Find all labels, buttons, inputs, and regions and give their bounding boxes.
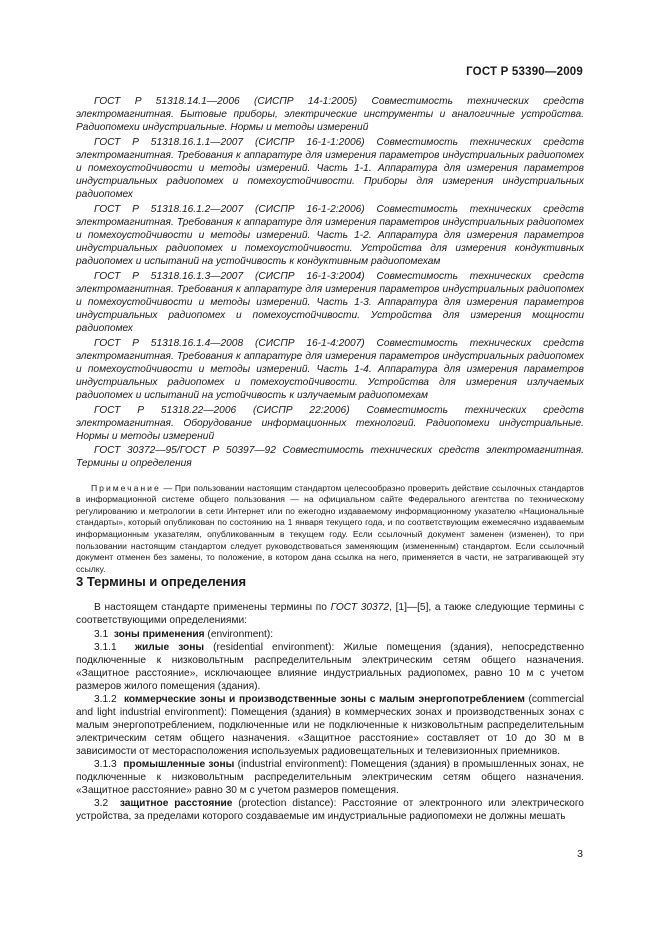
term-3-1-1: 3.1.1 жилые зоны (residential environment): Жилые помещения (здания), непосредственно подключенные к низковольтным распределительным электрическим сетям общего назначения. «Защитное расстояние», исключающее влияние индустриальных радиопомех, равно 10 м с учетом размеров жилого помещения (здания). <box>76 642 584 692</box>
term-3-2: 3.2 защитное расстояние (protection distance): Расстояние от электронного или электрического устройства, за пределами которого создаваемые им индустриальные радиопомехи не должны мешать <box>76 798 584 822</box>
reference-item: ГОСТ Р 51318.16.1.2—2007 (СИСПР 16-1-2:2006) Совместимость технических средств электромагнитная. Требования к аппаратуре для измерения параметров индустриальных радиопомех и помехоустойчивости и методы измерений. Часть 1-2. Аппаратура для измерения параметров индустриальных радиопомех и помехоустойчивости. Устройства для измерения кондуктивных радиопомех и испытаний на устойчивость к кондуктивным радиопомехам <box>76 203 584 268</box>
reference-item: ГОСТ Р 51318.16.1.1—2007 (СИСПР 16-1-1:2006) Совместимость технических средств электромагнитная. Требования к аппаратуре для измерения параметров индустриальных радиопомех и помехоустойчивости и методы измерений. Часть 1-1. Аппаратура для измерения параметров индустриальных радиопомех и помехоустойчивости. Приборы для измерения индустриальных радиопомех <box>76 136 584 201</box>
intro-paragraph: В настоящем стандарте применены термины по ГОСТ 30372, [1]—[5], а также следующие термины с соответствующими определениями: <box>76 602 585 626</box>
note-text: — При пользовании настоящим стандартом целесообразно проверить действие ссылочных стандартов в информационной системе общего пользования — на официальном сайте Федерального агентства по техническому регулированию и метрологии в сети Интернет или по ежегодно издаваемому информационному указателю «Национальные стандарты», который опубликован по состоянию на 1 января текущего года, и по соответствующим ежемесячно издаваемым информационным указателям, опубликованным в текущем году. Если ссылочный документ заменен (изменен), то при пользовании настоящим стандартом следует руководствоваться заменяющим (измененным) стандартом. Если ссылочный документ отменен без замены, то положение, в котором дана ссылка на него, применяется в части, не затрагивающей эту ссылку. <box>76 482 584 574</box>
gost-reference: ГОСТ 30372 <box>330 602 390 613</box>
reference-item: ГОСТ Р 51318.16.1.4—2008 (СИСПР 16-1-4:2007) Совместимость технических средств электромагнитная. Требования к аппаратуре для измерения параметров индустриальных радиопомех и помехоустойчивости и методы измерений. Часть 1-4. Аппаратура для измерения параметров индустриальных радиопомех и помехоустойчивости. Устройства для измерения излучаемых радиопомех и испытаний на устойчивость к излучаемым радиопомехам <box>76 337 584 402</box>
reference-item: ГОСТ Р 51318.14.1—2006 (СИСПР 14-1:2005) Совместимость технических средств электромагнитная. Бытовые приборы, электрические инструменты и аналогичные устройства. Радиопомехи индустриальные. Нормы и методы измерений <box>76 96 584 134</box>
reference-note <box>76 483 584 576</box>
page-number: 3 <box>577 848 583 860</box>
term-name: жилые зоны <box>134 642 205 653</box>
term-3-1-3: 3.1.3 промышленные зоны (industrial environment): Помещения (здания) в промышленных зонах, не подключенные к низковольтным распределительным электрическим сетям общего назначения. «Защитное расстояние» равно 30 м с учетом размеров помещения. <box>76 759 584 796</box>
term-3-1-2: 3.1.2 коммерческие зоны и производственные зоны с малым энергопотреблением (commercial and light industrial environment): Помещения (здания) в коммерческих зонах и производственных зонах с малым энергопотреблением, подключенные или не подключенные к низковольтным распределительным электрическим сетям общего назначения. «Защитное расстояние» составляет от 10 до 30 м в зависимости от месторасположения используемых радиовещательных и телевизионных приемников. <box>76 694 584 757</box>
term-3-1: 3.1 зоны применения (environment): <box>94 629 274 640</box>
term-name: защитное расстояние <box>119 798 233 809</box>
reference-item: ГОСТ 30372—95/ГОСТ Р 50397—92 Совместимость технических средств электромагнитная. Термины и определения <box>76 445 584 470</box>
document-header-code: ГОСТ Р 53390—2009 <box>466 66 583 78</box>
term-name: зоны применения <box>113 629 205 640</box>
normative-references <box>76 95 584 575</box>
term-name: промышленные зоны <box>123 759 235 770</box>
section-title: 3 Термины и определения <box>76 574 247 589</box>
reference-item: ГОСТ Р 51318.16.1.3—2007 (СИСПР 16-1-3:2004) Совместимость технических средств электромагнитная. Требования к аппаратуре для измерения параметров индустриальных радиопомех и помехоустойчивости и методы измерений. Часть 1-3. Аппаратура для измерения параметров индустриальных радиопомех и помехоустойчивости. Устройства для измерения мощности радиопомех <box>76 270 584 335</box>
terms-body <box>76 601 584 823</box>
note-label: Примечание <box>91 482 161 493</box>
term-name: коммерческие зоны и производственные зоны с малым энергопотреблением <box>123 694 525 705</box>
reference-item: ГОСТ Р 51318.22—2006 (СИСПР 22:2006) Совместимость технических средств электромагнитная. Оборудование информационных технологий. Радиопомехи индустриальные. Нормы и методы измерений <box>76 404 584 443</box>
